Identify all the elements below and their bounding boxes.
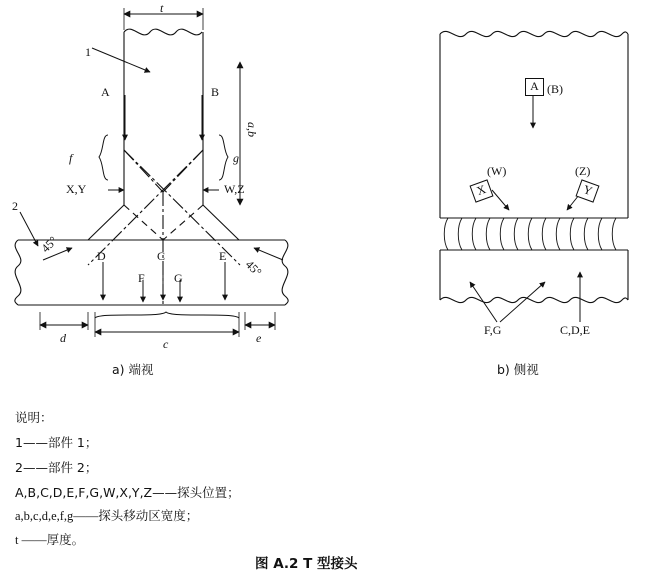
label-probe-D: D	[97, 249, 106, 263]
probe-box-A: A	[525, 78, 544, 96]
label-dim-f: f	[69, 151, 73, 165]
label-part-2: 2	[12, 199, 18, 213]
legend-item-3: A,B,C,D,E,F,G,W,X,Y,Z——探头位置；	[15, 485, 240, 500]
probe-box-Y: Y	[575, 179, 599, 202]
label-probe-XY: X,Y	[66, 182, 87, 196]
legend-item-1: 1——部件 1；	[15, 435, 98, 450]
probe-box-X: X	[469, 179, 493, 202]
panel-a-geometry	[15, 8, 288, 337]
label-bottom-fg: F,G	[484, 323, 502, 337]
label-angle-right: 45°	[242, 257, 265, 280]
label-probe-WZ: W,Z	[224, 182, 245, 196]
label-probe-B: B	[211, 85, 220, 99]
label-dim-g: g	[233, 151, 239, 165]
probe-alt-Z: (Z)	[575, 164, 591, 178]
probe-alt-B: (B)	[547, 82, 563, 96]
label-angle-left: 45°	[38, 233, 61, 256]
label-probe-E: E	[219, 249, 227, 263]
caption-panel-a: a) 端视	[112, 362, 154, 377]
label-dim-ab: a,b	[245, 122, 259, 137]
label-probe-C: C	[157, 249, 166, 263]
label-dim-c: c	[163, 337, 169, 351]
caption-panel-b: b) 侧视	[497, 362, 539, 377]
label-dim-e: e	[256, 331, 262, 345]
probe-alt-W: (W)	[487, 164, 507, 178]
label-thickness-t: t	[160, 1, 164, 15]
label-bottom-cde: C,D,E	[560, 323, 590, 337]
label-probe-A: A	[101, 85, 110, 99]
legend-heading: 说明：	[15, 410, 53, 425]
figure-title: 图 A.2 T 型接头	[255, 556, 358, 572]
legend-item-5: t ——厚度。	[15, 533, 85, 547]
label-dim-d: d	[60, 331, 66, 345]
label-probe-G: G	[174, 271, 183, 285]
legend-item-2: 2——部件 2；	[15, 460, 98, 475]
label-probe-F: F	[138, 271, 145, 285]
label-part-1: 1	[85, 45, 91, 59]
legend-item-4: a,b,c,d,e,f,g——探头移动区宽度；	[15, 509, 199, 523]
panel-b-geometry	[440, 31, 628, 322]
